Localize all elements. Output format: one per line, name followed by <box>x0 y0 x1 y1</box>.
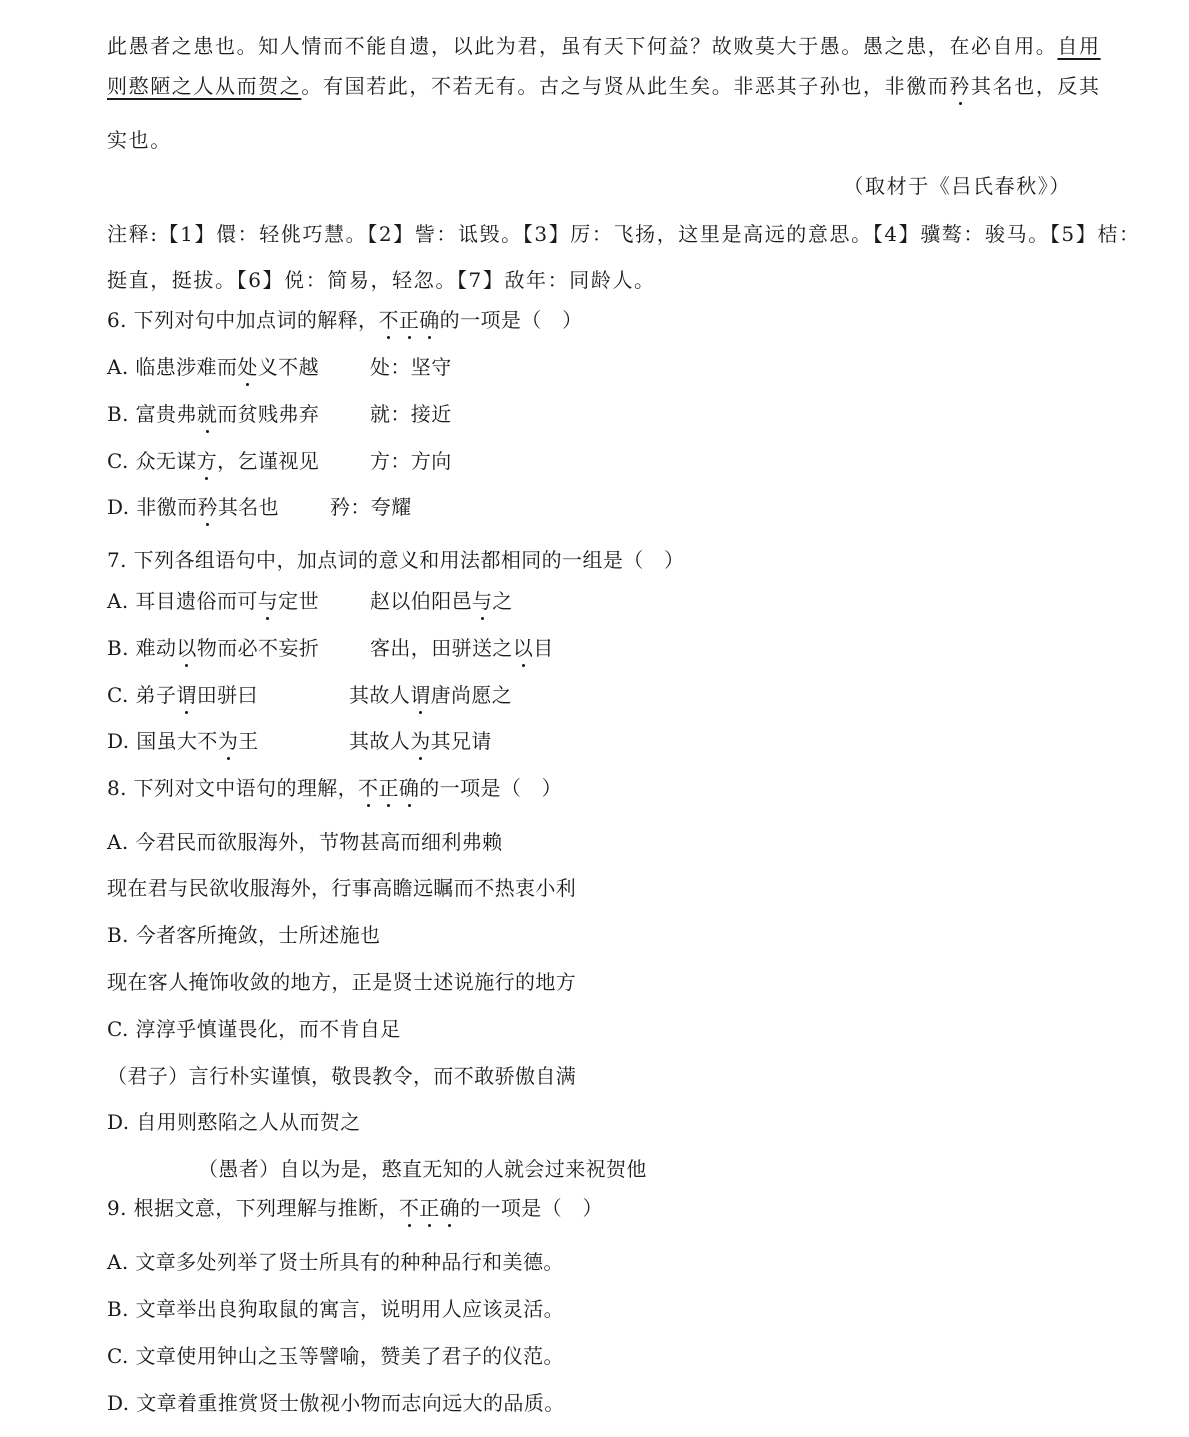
q9-option-d[interactable]: D. 文章着重推赏贤士傲视小物而志向远大的品质。 <box>107 1391 565 1415</box>
dotted-character: 处 <box>237 351 257 380</box>
option-text: 客出，田骈送之 <box>370 636 513 660</box>
dotted-character: 为 <box>410 725 430 754</box>
q8-option-b[interactable]: B. 今者客所掩敛，士所述施也 <box>107 923 381 947</box>
stem-text: 的一项是（ ） <box>460 1196 603 1220</box>
dotted-character: 就 <box>197 398 217 427</box>
dotted-character: 与 <box>258 585 278 614</box>
source-citation: （取材于《吕氏春秋》） <box>843 174 1071 198</box>
option-text: 赵以伯阳邑 <box>370 589 472 613</box>
option-text: A. 临患涉难而 <box>107 355 238 379</box>
q8-option-a-explanation: 现在君与民欲收服海外，行事高瞻远瞩而不热衷小利 <box>107 876 577 900</box>
stem-text: 9. 根据文意，下列理解与推断， <box>107 1196 399 1220</box>
q8-option-d[interactable]: D. 自用则憨陷之人从而贺之 <box>107 1110 361 1134</box>
dotted-character: 正 <box>399 304 419 333</box>
option-text: 其故人 <box>349 683 411 707</box>
q6-option-c-explanation: 方：方向 <box>370 449 452 473</box>
q8-option-b-explanation: 现在客人掩饰收敛的地方，正是贤士述说施行的地方 <box>107 970 577 994</box>
dotted-character: 正 <box>378 772 398 801</box>
option-text: 义不越 <box>257 355 319 379</box>
stem-text: 8. 下列对文中语句的理解， <box>107 776 359 800</box>
passage-text: 其名也，反其 <box>971 74 1101 98</box>
notes-line-1: 注释:【1】儇：轻佻巧慧。【2】訾：诋毁。【3】厉：飞扬，这里是高远的意思。【4】骥骜：骏马。【5】桔： <box>107 222 1141 246</box>
dotted-character: 谓 <box>176 679 196 708</box>
option-text: 田骈曰 <box>196 683 258 707</box>
option-text: 之 <box>492 589 513 613</box>
dotted-character: 正 <box>419 1192 439 1221</box>
q8-stem <box>107 772 562 801</box>
dotted-character: 为 <box>218 725 238 754</box>
option-text: ，乞谨视见 <box>217 449 320 473</box>
option-text: C. 弟子 <box>107 683 177 707</box>
option-text: C. 众无谋 <box>107 449 197 473</box>
q6-option-d[interactable] <box>107 491 279 520</box>
option-text: 而贫贱弗弃 <box>217 402 320 426</box>
option-text: 其兄请 <box>430 729 492 753</box>
option-text: 唐尚愿之 <box>430 683 513 707</box>
q6-option-c[interactable] <box>107 445 319 474</box>
q9-option-b[interactable]: B. 文章举出良狗取鼠的寓言，说明用人应该灵活。 <box>107 1297 565 1321</box>
dotted-character: 与 <box>472 585 492 614</box>
option-text: B. 难动 <box>107 636 177 660</box>
underlined-phrase: 自用 <box>1057 34 1101 58</box>
q7-option-c-second <box>349 679 512 708</box>
option-text: D. 非徼而 <box>107 495 198 519</box>
dotted-character: 不 <box>378 304 398 333</box>
option-text: 其名也 <box>217 495 280 519</box>
q6-option-a-explanation: 处：坚守 <box>370 355 452 379</box>
dotted-character: 以 <box>176 632 196 661</box>
option-text: D. 国虽大不 <box>107 729 218 753</box>
q7-stem: 7. 下列各组语句中，加点词的意义和用法都相同的一组是（ ） <box>107 548 685 572</box>
q7-option-b[interactable] <box>107 632 319 661</box>
q7-option-d[interactable] <box>107 725 259 754</box>
stem-text: 6. 下列对句中加点词的解释， <box>107 308 379 332</box>
q7-option-d-second <box>349 725 492 754</box>
passage-line-3: 实也。 <box>107 128 172 152</box>
q9-option-a[interactable]: A. 文章多处列举了贤士所具有的种种品行和美德。 <box>107 1250 564 1274</box>
passage-line-2 <box>107 70 1101 99</box>
option-text: 王 <box>238 729 259 753</box>
q8-option-c-explanation: （君子）言行朴实谨慎，敬畏教令，而不敢骄傲自满 <box>107 1064 577 1088</box>
q8-option-d-explanation: （愚者）自以为是，憨直无知的人就会过来祝贺他 <box>198 1157 647 1181</box>
dotted-character: 以 <box>513 632 533 661</box>
dotted-character: 确 <box>440 1192 460 1221</box>
q9-stem <box>107 1192 603 1221</box>
q7-option-c[interactable] <box>107 679 258 708</box>
notes-line-2: 挺直，挺拔。【6】侻：简易，轻忽。【7】敌年：同龄人。 <box>107 268 656 292</box>
option-text: 物而必不妄折 <box>196 636 320 660</box>
dotted-character: 确 <box>419 304 439 333</box>
q7-option-a[interactable] <box>107 585 319 614</box>
dotted-character: 不 <box>358 772 378 801</box>
option-text: 定世 <box>278 589 319 613</box>
stem-text: 的一项是（ ） <box>419 776 563 800</box>
dotted-character: 矜 <box>197 491 217 520</box>
q8-option-a[interactable]: A. 今君民而欲服海外，节物甚高而细利弗赖 <box>107 830 503 854</box>
option-text: 其故人 <box>349 729 411 753</box>
dotted-character: 矜 <box>949 70 971 99</box>
q7-option-b-second <box>370 632 554 661</box>
dotted-character: 方 <box>197 445 217 474</box>
dotted-character: 确 <box>399 772 419 801</box>
q6-option-a[interactable] <box>107 351 319 380</box>
q9-option-c[interactable]: C. 文章使用钟山之玉等譬喻，赞美了君子的仪范。 <box>107 1344 564 1368</box>
passage-text: 。有国若此，不若无有。古之与贤从此生矣。非恶其子孙也，非徼而 <box>301 74 950 98</box>
stem-text: 的一项是（ ） <box>439 308 583 332</box>
q6-option-b-explanation: 就：接近 <box>370 402 452 426</box>
option-text: A. 耳目遗俗而可 <box>107 589 258 613</box>
option-text: B. 富贵弗 <box>107 402 197 426</box>
q6-option-d-explanation: 矜：夸耀 <box>330 495 412 519</box>
option-text: 目 <box>533 636 554 660</box>
q8-option-c[interactable]: C. 淳淳乎慎谨畏化，而不肯自足 <box>107 1017 401 1041</box>
dotted-character: 不 <box>399 1192 419 1221</box>
q6-option-b[interactable] <box>107 398 319 427</box>
passage-line-1 <box>107 30 1101 59</box>
passage-text: 此愚者之患也。知人情而不能自遗，以此为君，虽有天下何益？故败莫大于愚。愚之患，在必自用。 <box>107 34 1058 58</box>
underlined-phrase: 则憨陋之人从而贺之 <box>107 74 302 98</box>
dotted-character: 谓 <box>410 679 430 708</box>
q6-stem <box>107 304 582 333</box>
q7-option-a-second <box>370 585 513 614</box>
